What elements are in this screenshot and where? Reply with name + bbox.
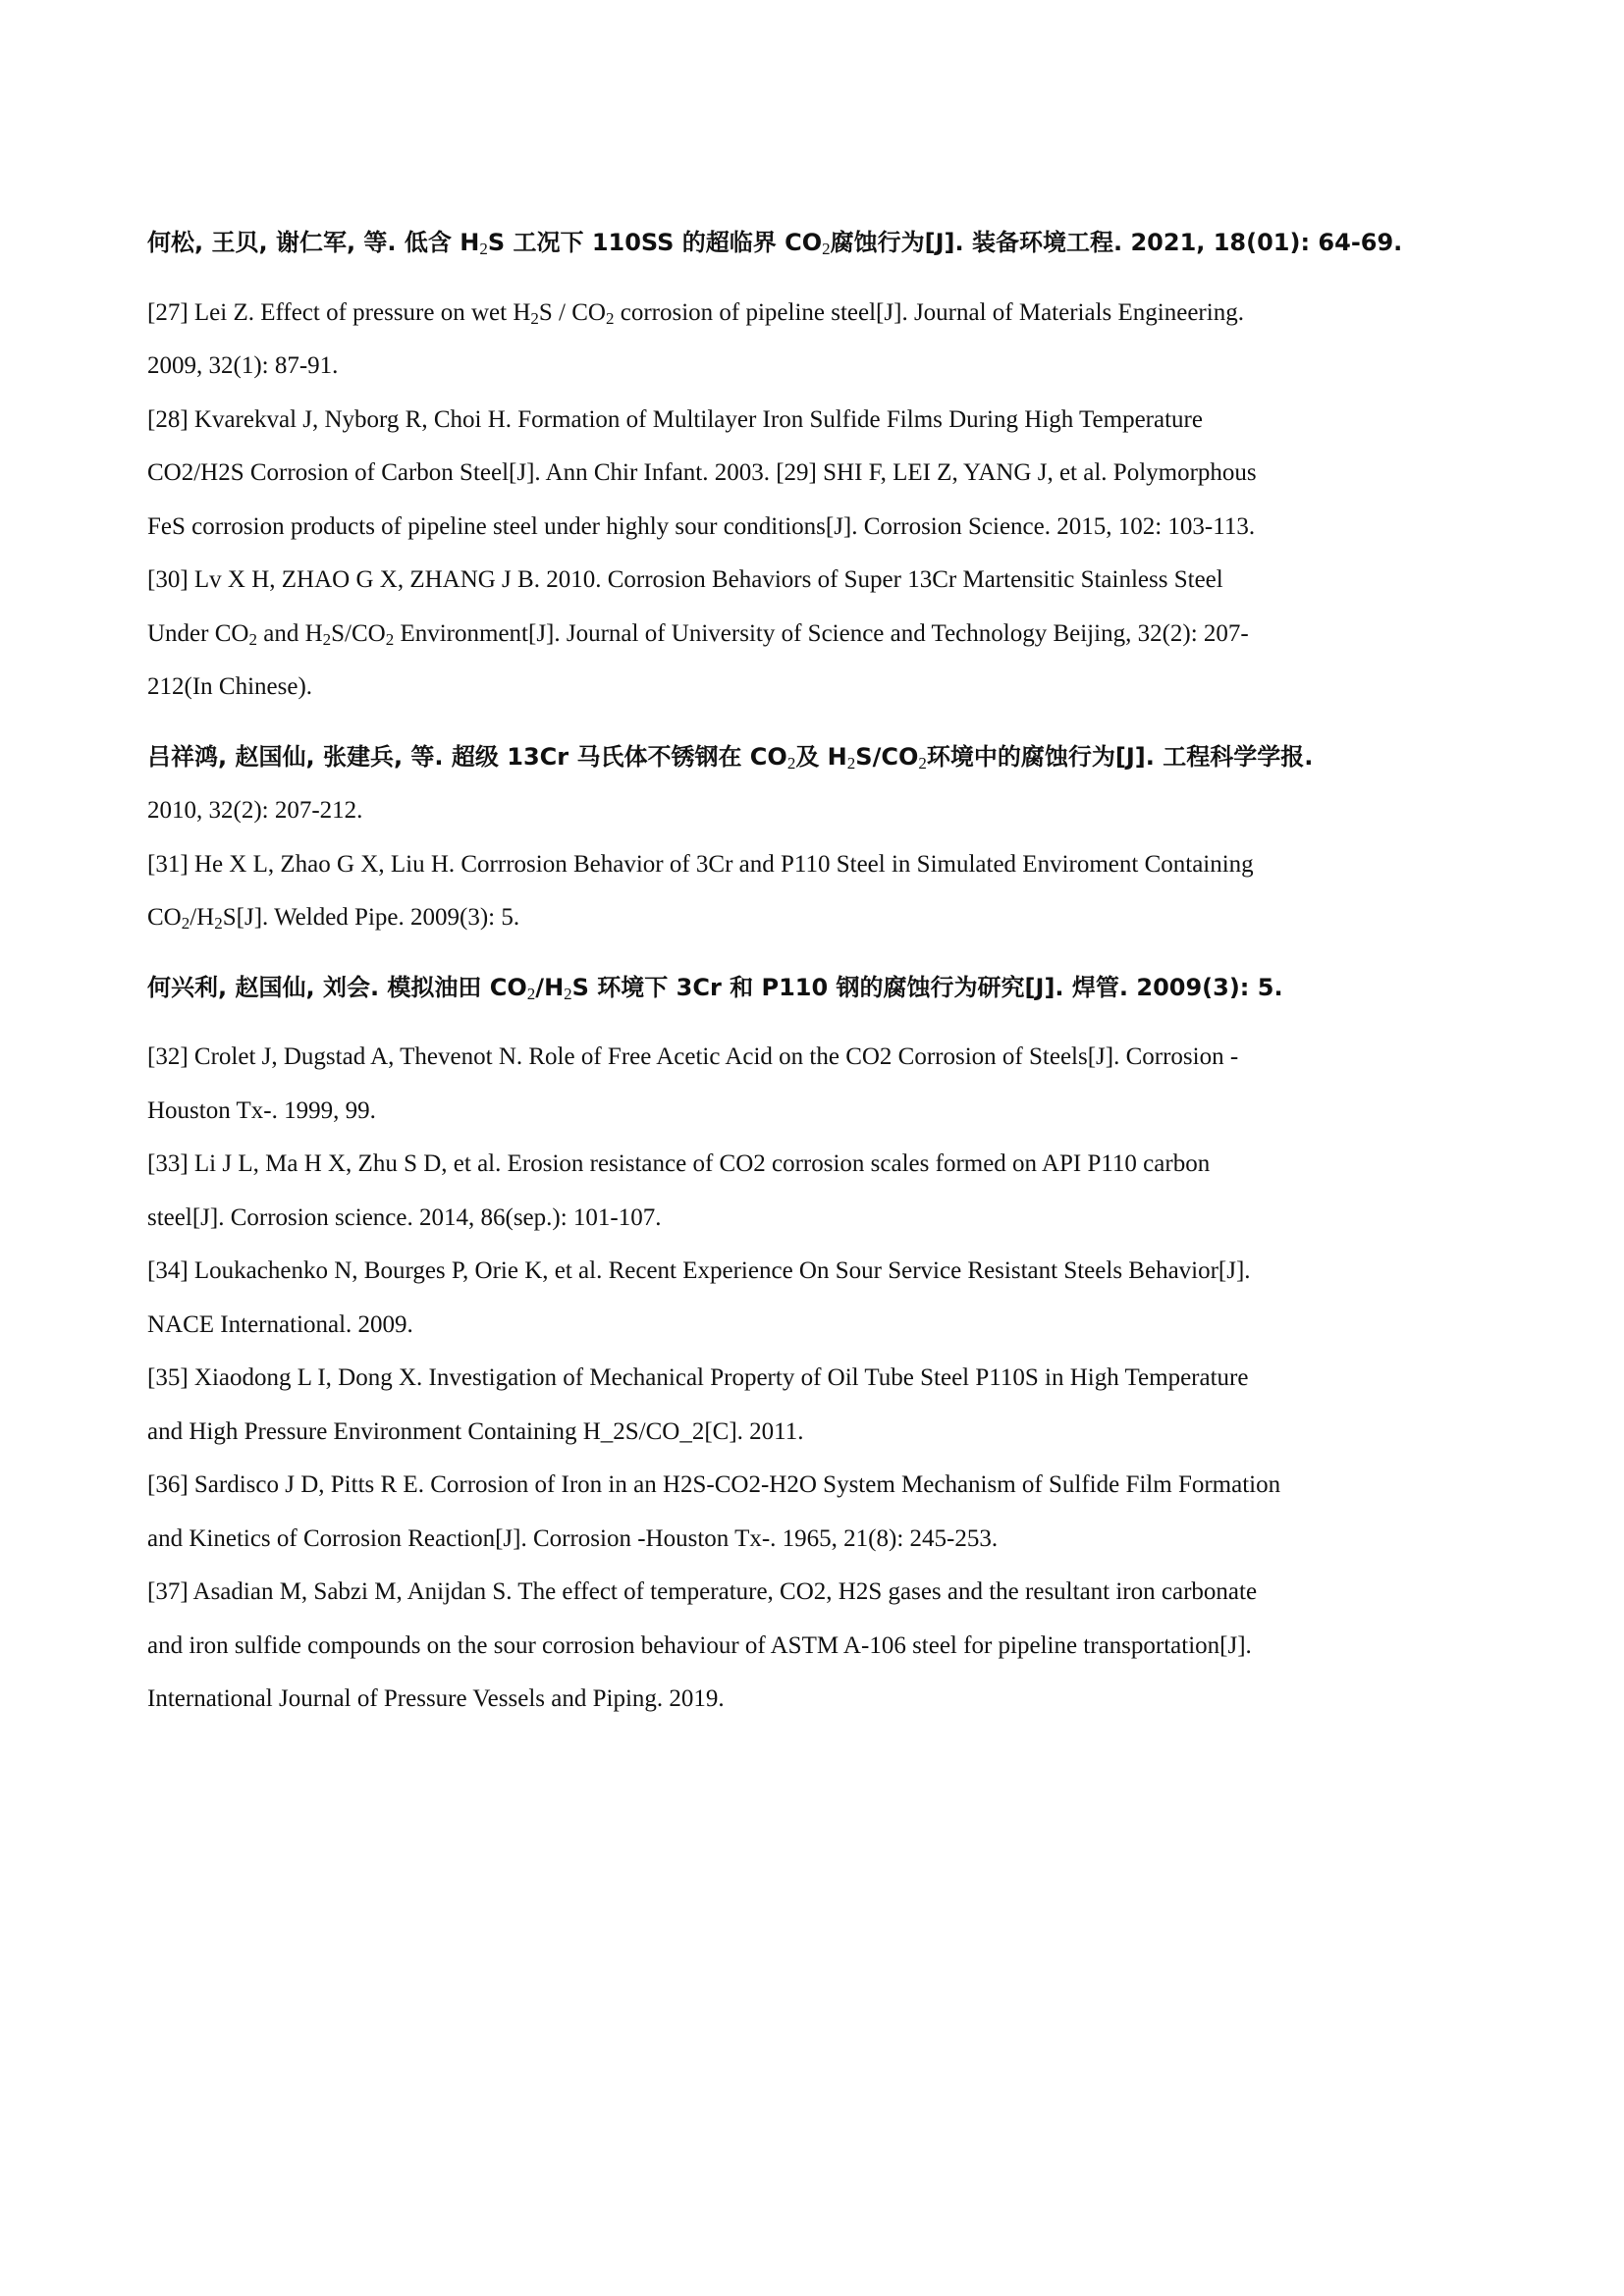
ref-text: CO [147, 904, 182, 931]
ref-text: [27] Lei Z. Effect of pressure on wet H [147, 298, 531, 326]
reference-32 [147, 1031, 1502, 1138]
ref-text: 2010, 32(2): 207-212. [147, 797, 363, 824]
reference-31-chinese [147, 961, 1502, 1016]
ref-text: and Kinetics of Corrosion Reaction[J]. Corrosion -Houston Tx-. 1965, 21(8): 245-253. [147, 1524, 999, 1552]
ref-text: 何兴利, 赵国仙, 刘会. 模拟油田 CO [147, 973, 527, 1001]
ref-text: [34] Loukachenko N, Bourges P, Orie K, et al. Recent Experience On Sour Service Resistant Steels Behavior[J]. [147, 1257, 1251, 1284]
ref-text: [37] Asadian M, Sabzi M, Anijdan S. The effect of temperature, CO2, H2S gases and the resultant iron carbonate [147, 1578, 1258, 1605]
ref-text: [32] Crolet J, Dugstad A, Thevenot N. Role of Free Acetic Acid on the CO2 Corrosion of Steels[J]. Corrosion - [147, 1043, 1239, 1070]
ref-text: S[J]. Welded Pipe. 2009(3): 5. [222, 904, 520, 931]
ref-text: and High Pressure Environment Containing H_2S/CO_2[C]. 2011. [147, 1417, 804, 1445]
ref-text: 及 H [795, 742, 847, 771]
subscript: 2 [530, 308, 539, 328]
ref-text: CO2/H2S Corrosion of Carbon Steel[J]. Ann Chir Infant. 2003. [29] SHI F, LEI Z, YANG J, et al. Polymorphous [147, 459, 1257, 486]
ref-text: International Journal of Pressure Vessels and Piping. 2019. [147, 1685, 725, 1712]
ref-text: 212(In Chinese). [147, 673, 313, 700]
subscript: 2 [605, 308, 615, 328]
subscript: 2 [526, 984, 536, 1003]
ref-text: S 环境下 3Cr 和 P110 钢的腐蚀行为研究[J]. 焊管. 2009(3): 5. [571, 973, 1283, 1001]
ref-text: 环境中的腐蚀行为[J]. 工程科学学报. [926, 742, 1314, 771]
ref-text: 腐蚀行为[J]. 装备环境工程. 2021, 18(01): 64-69. [830, 229, 1403, 256]
subscript: 2 [181, 914, 190, 933]
ref-text: steel[J]. Corrosion science. 2014, 86(sep.): 101-107. [147, 1203, 662, 1231]
ref-text: [30] Lv X H, ZHAO G X, ZHANG J B. 2010. Corrosion Behaviors of Super 13Cr Martensitic Stainless Steel [147, 566, 1223, 593]
reference-34 [147, 1245, 1502, 1352]
ref-text: [33] Li J L, Ma H X, Zhu S D, et al. Erosion resistance of CO2 corrosion scales formed on API P110 carbon [147, 1150, 1211, 1177]
subscript: 2 [214, 914, 223, 933]
subscript: 2 [248, 629, 257, 649]
ref-text: NACE International. 2009. [147, 1310, 413, 1338]
ref-text: and iron sulfide compounds on the sour corrosion behaviour of ASTM A-106 steel for pipeline transportation[J]. [147, 1631, 1252, 1659]
ref-text: [31] He X L, Zhao G X, Liu H. Corrrosion Behavior of 3Cr and P110 Steel in Simulated Enviroment Containing [147, 850, 1254, 878]
reference-33 [147, 1138, 1502, 1245]
ref-text: /H [535, 973, 565, 1001]
ref-text: corrosion of pipeline steel[J]. Journal of Materials Engineering. [614, 298, 1244, 326]
ref-text: FeS corrosion products of pipeline steel under highly sour conditions[J]. Corrosion Science. 2015, 102: 103-113. [147, 512, 1256, 540]
ref-text: S / CO [538, 298, 606, 326]
reference-30-chinese-cont [147, 784, 1502, 838]
reference-26-chinese [147, 216, 1502, 271]
ref-text: [28] Kvarekval J, Nyborg R, Choi H. Formation of Multilayer Iron Sulfide Films During High Temperature [147, 405, 1203, 433]
reference-30-chinese [147, 730, 1502, 785]
ref-text: S 工况下 110SS 的超临界 CO [487, 229, 823, 256]
reference-31 [147, 838, 1502, 945]
reference-35 [147, 1352, 1502, 1459]
ref-text: and H [256, 619, 323, 647]
reference-36 [147, 1459, 1502, 1566]
ref-text: Environment[J]. Journal of University of Science and Technology Beijing, 32(2): 207- [394, 619, 1249, 647]
ref-text: Houston Tx-. 1999, 99. [147, 1096, 376, 1124]
subscript: 2 [479, 240, 488, 258]
reference-28 [147, 394, 1502, 555]
subscript: 2 [918, 753, 927, 773]
ref-text: [35] Xiaodong L I, Dong X. Investigation of Mechanical Property of Oil Tube Steel P110S in High Temperature [147, 1364, 1249, 1391]
ref-text: S/CO [331, 619, 386, 647]
ref-text: /H [189, 904, 215, 931]
ref-text: 2009, 32(1): 87-91. [147, 352, 339, 379]
ref-text: 吕祥鸿, 赵国仙, 张建兵, 等. 超级 13Cr 马氏体不锈钢在 CO [147, 742, 787, 771]
ref-text: 何松, 王贝, 谢仁军, 等. 低含 H [147, 229, 480, 256]
reference-37 [147, 1566, 1502, 1727]
ref-text: Under CO [147, 619, 249, 647]
subscript: 2 [564, 984, 572, 1003]
subscript: 2 [786, 753, 796, 773]
subscript: 2 [846, 753, 856, 773]
reference-list [147, 216, 1502, 1727]
subscript: 2 [822, 240, 831, 258]
ref-text: S/CO [855, 742, 919, 771]
subscript: 2 [385, 629, 395, 649]
reference-27 [147, 287, 1502, 394]
subscript: 2 [322, 629, 332, 649]
ref-text: [36] Sardisco J D, Pitts R E. Corrosion of Iron in an H2S-CO2-H2O System Mechanism of Sulfide Film Formation [147, 1471, 1281, 1498]
reference-30 [147, 554, 1502, 715]
